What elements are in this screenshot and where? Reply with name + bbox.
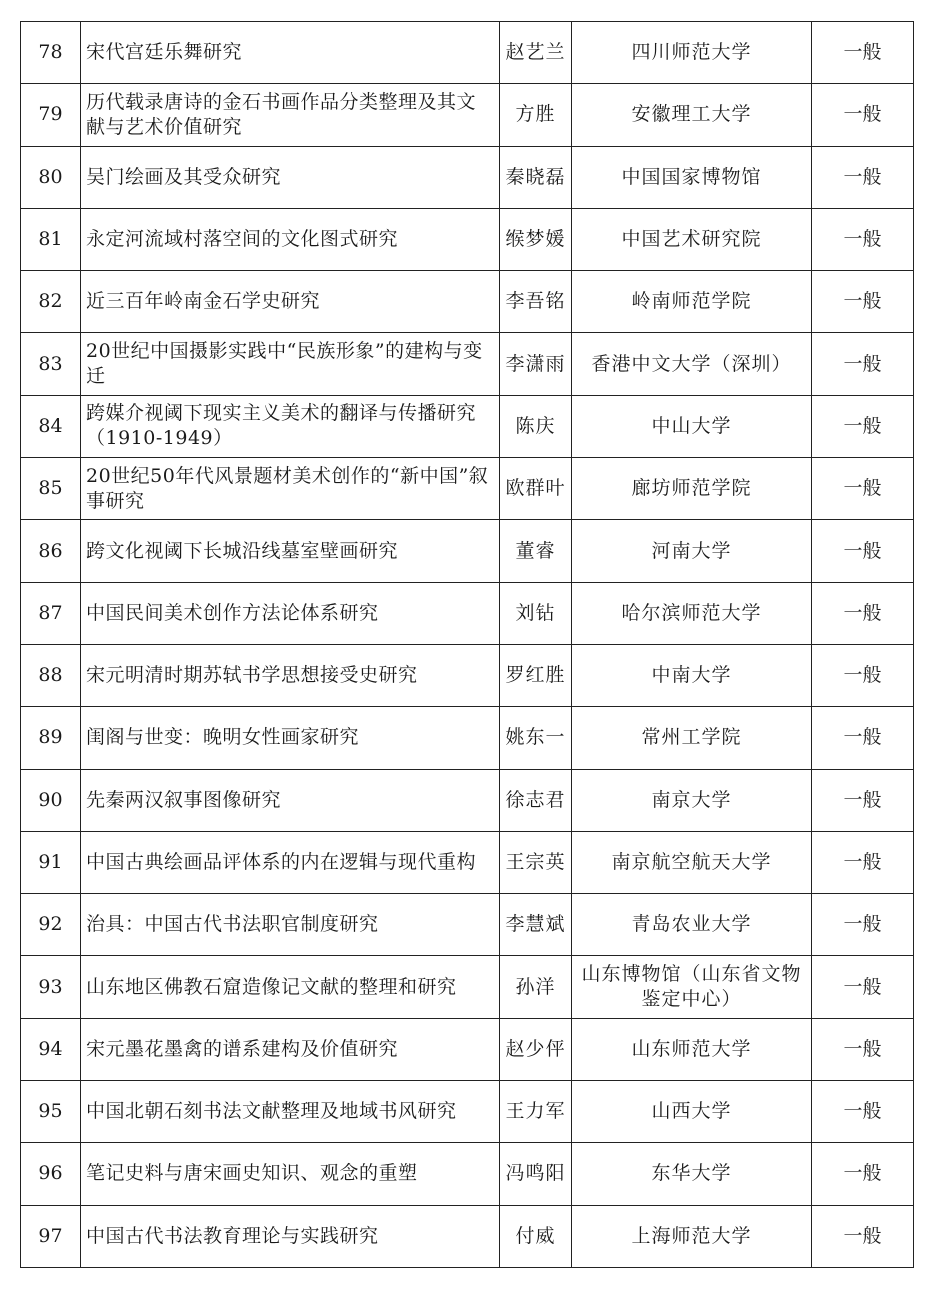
- table-row: [21, 1018, 914, 1080]
- table-row: [21, 956, 914, 1018]
- project-title: 历代载录唐诗的金石书画作品分类整理及其文献与艺术价值研究: [81, 84, 500, 146]
- table-row: [21, 395, 914, 457]
- project-title: 宋代宫廷乐舞研究: [81, 22, 500, 84]
- row-number: 92: [21, 894, 81, 956]
- project-category: 一般: [812, 1018, 914, 1080]
- principal-investigator: 欧群叶: [500, 458, 572, 520]
- project-category: 一般: [812, 894, 914, 956]
- row-number: 91: [21, 831, 81, 893]
- project-title: 中国古典绘画品评体系的内在逻辑与现代重构: [81, 831, 500, 893]
- principal-investigator: 方胜: [500, 84, 572, 146]
- institution: 山东师范大学: [572, 1018, 812, 1080]
- row-number: 82: [21, 271, 81, 333]
- project-category: 一般: [812, 831, 914, 893]
- row-number: 93: [21, 956, 81, 1018]
- row-number: 80: [21, 146, 81, 208]
- project-title: 先秦两汉叙事图像研究: [81, 769, 500, 831]
- project-title: 跨媒介视阈下现实主义美术的翻译与传播研究（1910-1949）: [81, 395, 500, 457]
- project-title: 中国民间美术创作方法论体系研究: [81, 582, 500, 644]
- project-table: [20, 21, 914, 1268]
- institution: 中国国家博物馆: [572, 146, 812, 208]
- institution: 岭南师范学院: [572, 271, 812, 333]
- principal-investigator: 王力军: [500, 1081, 572, 1143]
- project-title: 跨文化视阈下长城沿线墓室壁画研究: [81, 520, 500, 582]
- table-row: [21, 1205, 914, 1267]
- principal-investigator: 王宗英: [500, 831, 572, 893]
- table-row: [21, 1081, 914, 1143]
- row-number: 85: [21, 458, 81, 520]
- table-row: [21, 22, 914, 84]
- project-category: 一般: [812, 146, 914, 208]
- project-category: 一般: [812, 84, 914, 146]
- project-title: 闺阁与世变：晚明女性画家研究: [81, 707, 500, 769]
- institution: 中山大学: [572, 395, 812, 457]
- project-category: 一般: [812, 458, 914, 520]
- institution: 四川师范大学: [572, 22, 812, 84]
- project-title: 中国古代书法教育理论与实践研究: [81, 1205, 500, 1267]
- project-category: 一般: [812, 1081, 914, 1143]
- principal-investigator: 李潇雨: [500, 333, 572, 395]
- project-category: 一般: [812, 582, 914, 644]
- project-title: 20世纪50年代风景题材美术创作的“新中国”叙事研究: [81, 458, 500, 520]
- principal-investigator: 赵艺兰: [500, 22, 572, 84]
- institution: 山东博物馆（山东省文物鉴定中心）: [572, 956, 812, 1018]
- institution: 哈尔滨师范大学: [572, 582, 812, 644]
- project-title: 治具：中国古代书法职官制度研究: [81, 894, 500, 956]
- institution: 香港中文大学（深圳）: [572, 333, 812, 395]
- institution: 河南大学: [572, 520, 812, 582]
- principal-investigator: 陈庆: [500, 395, 572, 457]
- row-number: 79: [21, 84, 81, 146]
- project-category: 一般: [812, 271, 914, 333]
- project-category: 一般: [812, 1205, 914, 1267]
- table-row: [21, 582, 914, 644]
- table-row: [21, 84, 914, 146]
- row-number: 96: [21, 1143, 81, 1205]
- principal-investigator: 孙洋: [500, 956, 572, 1018]
- table-row: [21, 271, 914, 333]
- principal-investigator: 赵少伻: [500, 1018, 572, 1080]
- project-title: 20世纪中国摄影实践中“民族形象”的建构与变迁: [81, 333, 500, 395]
- principal-investigator: 刘钻: [500, 582, 572, 644]
- table-row: [21, 644, 914, 706]
- row-number: 89: [21, 707, 81, 769]
- principal-investigator: 李吾铭: [500, 271, 572, 333]
- table-body: [21, 22, 914, 1268]
- principal-investigator: 李慧斌: [500, 894, 572, 956]
- principal-investigator: 付威: [500, 1205, 572, 1267]
- principal-investigator: 缑梦媛: [500, 208, 572, 270]
- principal-investigator: 董睿: [500, 520, 572, 582]
- project-title: 吴门绘画及其受众研究: [81, 146, 500, 208]
- institution: 安徽理工大学: [572, 84, 812, 146]
- project-title: 永定河流域村落空间的文化图式研究: [81, 208, 500, 270]
- institution: 青岛农业大学: [572, 894, 812, 956]
- project-category: 一般: [812, 395, 914, 457]
- row-number: 88: [21, 644, 81, 706]
- project-title: 中国北朝石刻书法文献整理及地域书风研究: [81, 1081, 500, 1143]
- table-row: [21, 146, 914, 208]
- institution: 南京航空航天大学: [572, 831, 812, 893]
- institution: 中南大学: [572, 644, 812, 706]
- row-number: 78: [21, 22, 81, 84]
- row-number: 81: [21, 208, 81, 270]
- project-category: 一般: [812, 208, 914, 270]
- institution: 上海师范大学: [572, 1205, 812, 1267]
- project-category: 一般: [812, 520, 914, 582]
- project-category: 一般: [812, 644, 914, 706]
- institution: 山西大学: [572, 1081, 812, 1143]
- table-row: [21, 1143, 914, 1205]
- row-number: 90: [21, 769, 81, 831]
- table-row: [21, 520, 914, 582]
- row-number: 97: [21, 1205, 81, 1267]
- project-title: 近三百年岭南金石学史研究: [81, 271, 500, 333]
- institution: 廊坊师范学院: [572, 458, 812, 520]
- table-row: [21, 769, 914, 831]
- principal-investigator: 冯鸣阳: [500, 1143, 572, 1205]
- table-row: [21, 333, 914, 395]
- table-row: [21, 458, 914, 520]
- row-number: 94: [21, 1018, 81, 1080]
- project-title: 山东地区佛教石窟造像记文献的整理和研究: [81, 956, 500, 1018]
- project-category: 一般: [812, 333, 914, 395]
- row-number: 86: [21, 520, 81, 582]
- principal-investigator: 徐志君: [500, 769, 572, 831]
- row-number: 84: [21, 395, 81, 457]
- row-number: 95: [21, 1081, 81, 1143]
- principal-investigator: 罗红胜: [500, 644, 572, 706]
- principal-investigator: 姚东一: [500, 707, 572, 769]
- principal-investigator: 秦晓磊: [500, 146, 572, 208]
- project-title: 宋元明清时期苏轼书学思想接受史研究: [81, 644, 500, 706]
- table-row: [21, 894, 914, 956]
- project-category: 一般: [812, 956, 914, 1018]
- row-number: 83: [21, 333, 81, 395]
- project-title: 宋元墨花墨禽的谱系建构及价值研究: [81, 1018, 500, 1080]
- project-category: 一般: [812, 22, 914, 84]
- institution: 东华大学: [572, 1143, 812, 1205]
- row-number: 87: [21, 582, 81, 644]
- table-row: [21, 707, 914, 769]
- project-category: 一般: [812, 1143, 914, 1205]
- institution: 中国艺术研究院: [572, 208, 812, 270]
- institution: 南京大学: [572, 769, 812, 831]
- project-category: 一般: [812, 707, 914, 769]
- institution: 常州工学院: [572, 707, 812, 769]
- project-category: 一般: [812, 769, 914, 831]
- project-title: 笔记史料与唐宋画史知识、观念的重塑: [81, 1143, 500, 1205]
- table-row: [21, 831, 914, 893]
- table-row: [21, 208, 914, 270]
